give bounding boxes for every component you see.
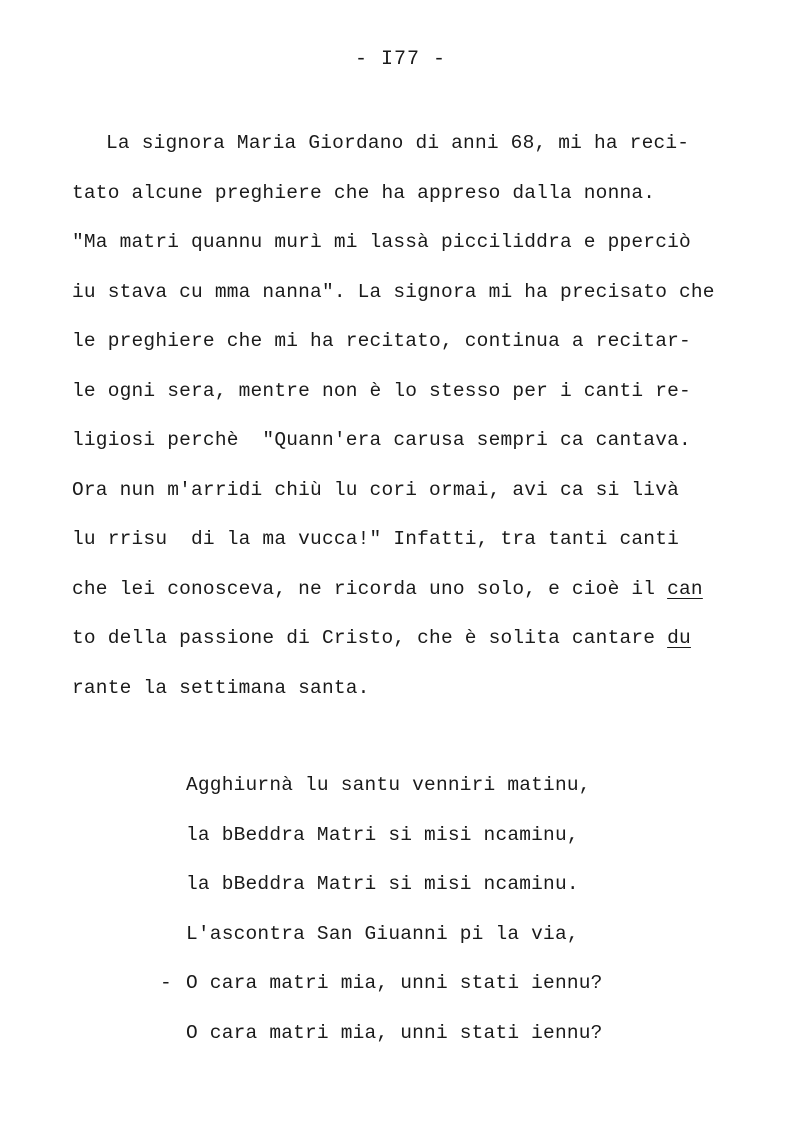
prose-line (72, 623, 772, 673)
verse-line: Agghiurnà lu santu venniri matinu, (186, 774, 591, 796)
verse-line: L'ascontra San Giuanni pi la via, (186, 922, 579, 945)
prose-line: lu rrisu di la ma vucca!" Infatti, tra tanti canti (72, 528, 679, 550)
prose-line-text: to della passione di Cristo, che è solita cantare (72, 627, 668, 649)
dialogue-dash: - (160, 972, 172, 994)
verse-line: O cara matri mia, unni stati iennu? (186, 1021, 603, 1044)
prose-line: rante la settimana santa. (72, 676, 370, 699)
verse-block (160, 770, 746, 1067)
prose-line: ligiosi perchè "Quann'era carusa sempri ca cantava. (72, 429, 691, 451)
prose-line: le preghiere che mi ha recitato, continua a recitar- (72, 330, 691, 352)
page-number: - I77 - (354, 48, 446, 71)
prose-line: La signora Maria Giordano di anni 68, mi ha reci- (106, 132, 690, 154)
prose-line: iu stava cu mma nanna". La signora mi ha precisato che (72, 280, 715, 303)
underlined-syllable: can (667, 577, 703, 600)
verse-line: la bBeddra Matri si misi ncaminu. (186, 873, 579, 895)
prose-line-text: che lei conosceva, ne ricorda uno solo, e cioè il (72, 577, 668, 600)
prose-line: Ora nun m'arridi chiù lu cori ormai, avi ca si livà (72, 478, 679, 501)
verse-line-text: O cara matri mia, unni stati iennu? (186, 972, 603, 994)
verse-line: la bBeddra Matri si misi ncaminu, (186, 823, 579, 846)
prose-line: le ogni sera, mentre non è lo stesso per i canti re- (72, 379, 691, 402)
prose-line (72, 574, 772, 624)
verse-line (160, 968, 746, 1018)
prose-paragraph (72, 128, 772, 722)
underlined-syllable: du (667, 627, 691, 649)
prose-line: "Ma matri quannu murì mi lassà picciliddra e pperciò (72, 231, 691, 253)
prose-line: tato alcune preghiere che ha appreso dalla nonna. (72, 181, 656, 204)
